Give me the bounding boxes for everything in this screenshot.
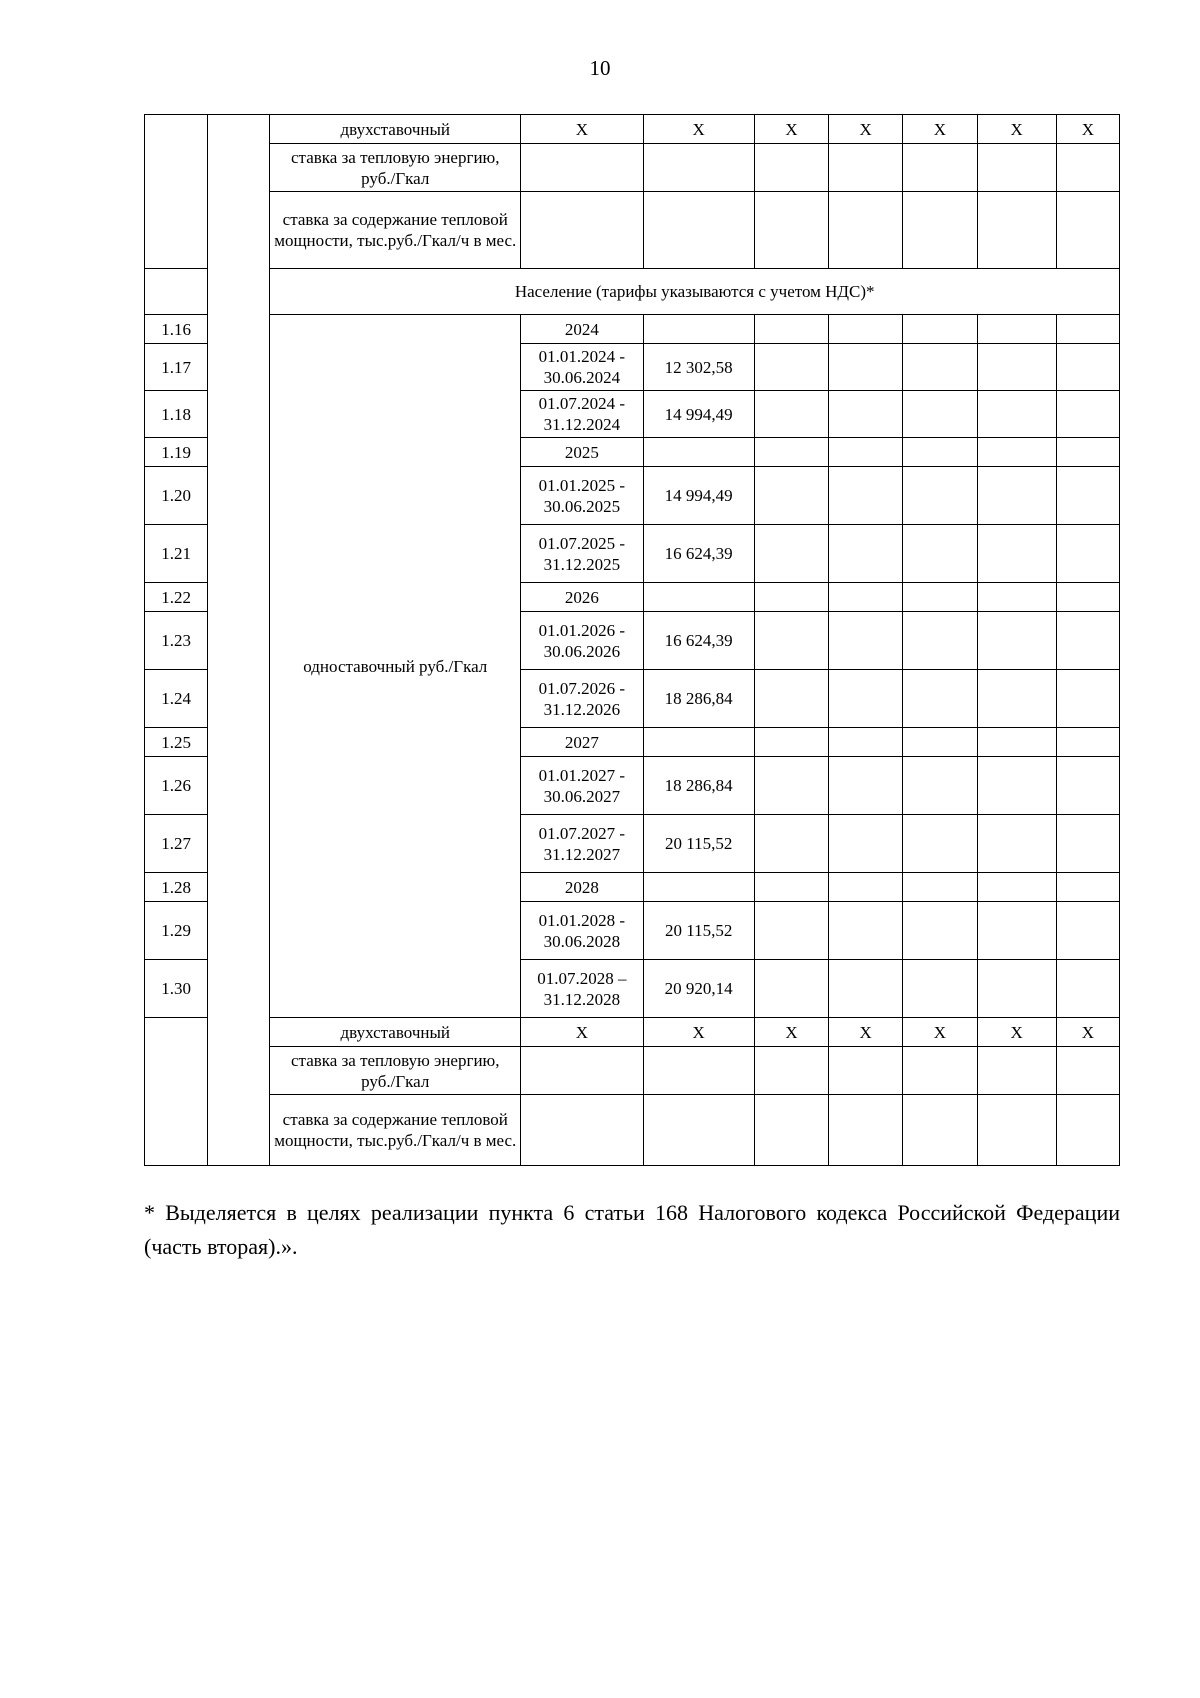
section-header-row [145,269,1120,315]
row-number: 1.18 [145,391,208,438]
x-mark: Х [1056,115,1119,144]
heat-capacity-rate-label: ставка за содержание тепловой мощности, тыс.руб./Гкал/ч в мес. [270,1095,521,1166]
tariff-value: 18 286,84 [643,757,754,815]
period-end: 31.12.2027 [543,844,621,864]
period-cell [521,467,643,525]
period-end: 30.06.2025 [543,496,621,516]
period-start: 01.01.2024 - [538,347,626,366]
heat-energy-rate-label: ставка за тепловую энергию, руб./Гкал [270,1047,521,1095]
period-end: 31.12.2026 [543,699,621,719]
section-title: Население (тарифы указываются с учетом НДС)* [270,269,1120,315]
x-mark: Х [521,115,643,144]
x-mark: Х [643,1018,754,1047]
year-label: 2026 [521,583,643,612]
tariff-value: 16 624,39 [643,525,754,583]
row-number: 1.29 [145,902,208,960]
row-number: 1.20 [145,467,208,525]
single-rate-label: одноставочный руб./Гкал [270,315,521,1018]
page-number: 10 [589,56,611,80]
heat-energy-rate-label: ставка за тепловую энергию, руб./Гкал [270,144,521,192]
x-mark: Х [829,1018,903,1047]
x-mark: Х [903,1018,977,1047]
x-mark: Х [829,115,903,144]
heat-capacity-rate-label: ставка за содержание тепловой мощности, тыс.руб./Гкал/ч в мес. [270,192,521,269]
period-end: 30.06.2027 [543,786,621,806]
heat-capacity-row-bottom [145,1095,1120,1166]
period-cell [521,670,643,728]
two-rate-row-bottom [145,1018,1120,1047]
empty-cell [145,115,208,269]
period-end: 31.12.2024 [543,415,621,434]
row-number: 1.22 [145,583,208,612]
two-rate-label: двухставочный [270,1018,521,1047]
period-cell [521,525,643,583]
period-start: 01.01.2026 - [538,620,626,640]
x-mark: Х [521,1018,643,1047]
heat-energy-row-bottom [145,1047,1120,1095]
empty-merged-column [208,115,270,1166]
tariff-table [144,114,1120,1166]
period-start: 01.07.2027 - [538,823,626,843]
period-cell [521,960,643,1018]
period-start: 01.01.2025 - [538,475,626,495]
heat-capacity-row-top [145,192,1120,269]
period-cell [521,344,643,391]
row-number: 1.17 [145,344,208,391]
tariff-value: 20 115,52 [643,815,754,873]
period-cell [521,612,643,670]
period-start: 01.07.2028 – [537,968,627,988]
period-end: 30.06.2026 [543,641,621,661]
row-number: 1.24 [145,670,208,728]
period-cell [521,391,643,438]
table-row [145,315,1120,344]
period-start: 01.07.2026 - [538,678,626,698]
row-number: 1.26 [145,757,208,815]
row-number: 1.19 [145,438,208,467]
tariff-value: 18 286,84 [643,670,754,728]
row-number: 1.16 [145,315,208,344]
tariff-value: 20 115,52 [643,902,754,960]
period-start: 01.01.2028 - [538,910,626,930]
x-mark: Х [1056,1018,1119,1047]
x-mark: Х [754,1018,828,1047]
tariff-value: 14 994,49 [643,467,754,525]
tariff-value: 16 624,39 [643,612,754,670]
period-end: 31.12.2028 [543,989,621,1009]
period-cell [521,757,643,815]
x-mark: Х [977,1018,1056,1047]
period-start: 01.07.2024 - [538,394,626,413]
row-number: 1.23 [145,612,208,670]
footnote: * Выделяется в целях реализации пункта 6 статьи 168 Налогового кодекса Российской Федерации (часть вторая).». [144,1200,1120,1259]
row-number: 1.30 [145,960,208,1018]
year-label: 2028 [521,873,643,902]
two-rate-label: двухставочный [270,115,521,144]
tariff-value: 12 302,58 [643,344,754,391]
row-number: 1.27 [145,815,208,873]
period-cell [521,815,643,873]
tariff-value: 20 920,14 [643,960,754,1018]
period-end: 30.06.2024 [543,368,621,387]
row-number: 1.25 [145,728,208,757]
year-label: 2027 [521,728,643,757]
two-rate-row-top [145,115,1120,144]
empty-cell [145,1018,208,1166]
x-mark: Х [903,115,977,144]
x-mark: Х [643,115,754,144]
period-cell [521,902,643,960]
period-end: 31.12.2025 [543,554,621,574]
heat-energy-row-top [145,144,1120,192]
tariff-value: 14 994,49 [643,391,754,438]
period-start: 01.01.2027 - [538,765,626,785]
year-label: 2024 [521,315,643,344]
x-mark: Х [977,115,1056,144]
row-number: 1.21 [145,525,208,583]
row-number: 1.28 [145,873,208,902]
period-end: 30.06.2028 [543,931,621,951]
period-start: 01.07.2025 - [538,533,626,553]
year-label: 2025 [521,438,643,467]
empty-cell [145,269,208,315]
x-mark: Х [754,115,828,144]
